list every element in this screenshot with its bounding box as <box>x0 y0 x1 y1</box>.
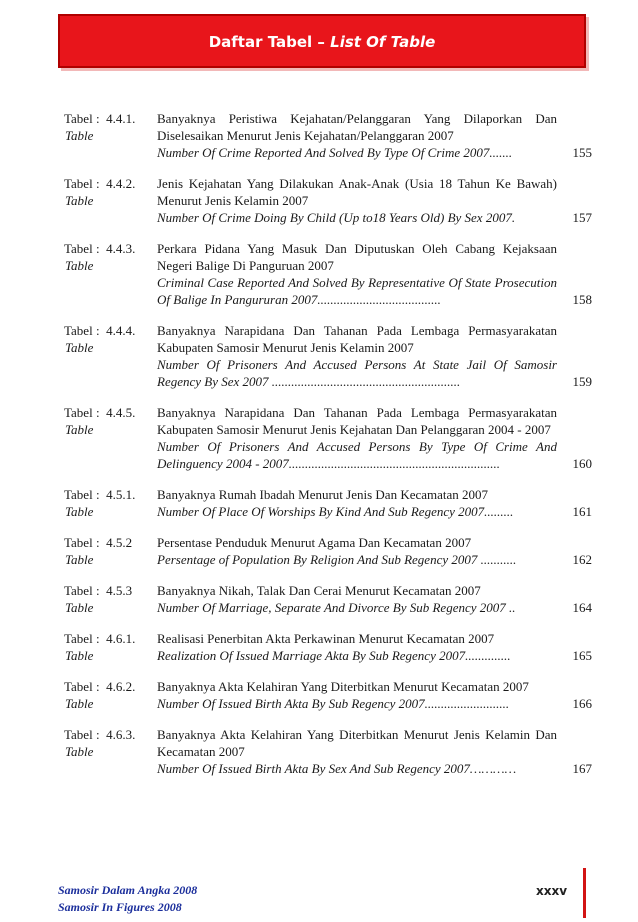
table-number: 4.5.2 <box>106 535 133 550</box>
table-word: Table <box>65 552 94 567</box>
table-entry[interactable] <box>64 678 592 712</box>
table-entry[interactable] <box>64 630 592 664</box>
table-number: 4.6.3. <box>106 727 136 742</box>
tabel-word: Tabel <box>64 535 93 550</box>
title-english: Number Of Issued Birth Akta By Sex And Sub Regency 2007………… <box>157 761 517 776</box>
page-number: 157 <box>572 210 592 225</box>
tabel-word: Tabel <box>64 583 93 598</box>
title-indonesian: Banyaknya Narapidana Dan Tahanan Pada Lembaga Permasyarakatan Kabupaten Samosir Menurut Jenis Kejahatan Dan Pelanggaran 2004 - 2007 <box>157 405 557 437</box>
table-word: Table <box>65 422 94 437</box>
table-label: Tabel : 4.4.4. Table <box>64 322 156 356</box>
table-description <box>157 240 557 308</box>
title-english: Number Of Crime Reported And Solved By Type Of Crime 2007....... <box>157 145 513 160</box>
table-entry[interactable] <box>64 534 592 568</box>
title-english: Criminal Case Reported And Solved By Representative Of State Prosecution Of Balige In Pangururan 2007...................................... <box>157 275 557 307</box>
page-title-indonesian: Daftar Tabel – <box>208 33 325 51</box>
table-word: Table <box>65 744 94 759</box>
table-description <box>157 678 557 712</box>
title-indonesian: Jenis Kejahatan Yang Dilakukan Anak-Anak (Usia 18 Tahun Ke Bawah) Menurut Jenis Kelamin 2007 <box>157 176 557 208</box>
table-entry[interactable] <box>64 110 592 161</box>
title-indonesian: Banyaknya Nikah, Talak Dan Cerai Menurut Kecamatan 2007 <box>157 583 481 598</box>
tabel-word: Tabel <box>64 679 93 694</box>
title-english: Number Of Prisoners And Accused Persons By Type Of Crime And Delinguency 2004 - 2007................................................................. <box>157 439 557 471</box>
page-title <box>60 33 584 51</box>
title-indonesian: Banyaknya Akta Kelahiran Yang Diterbitkan Menurut Jenis Kelamin Dan Kecamatan 2007 <box>157 727 557 759</box>
tabel-word: Tabel <box>64 727 93 742</box>
table-word: Table <box>65 258 94 273</box>
table-entry[interactable] <box>64 404 592 472</box>
table-number: 4.6.1. <box>106 631 136 646</box>
page-number: 164 <box>572 600 592 615</box>
table-description <box>157 630 557 664</box>
table-description <box>157 322 557 390</box>
table-number: 4.4.3. <box>106 241 136 256</box>
page-number: 167 <box>572 761 592 776</box>
table-word: Table <box>65 128 94 143</box>
title-indonesian: Realisasi Penerbitan Akta Perkawinan Menurut Kecamatan 2007 <box>157 631 495 646</box>
table-entry[interactable] <box>64 582 592 616</box>
page-number: 158 <box>572 292 592 307</box>
table-number: 4.5.3 <box>106 583 133 598</box>
tabel-word: Tabel <box>64 323 93 338</box>
tabel-word: Tabel <box>64 111 93 126</box>
table-entry[interactable] <box>64 175 592 226</box>
title-english: Number Of Marriage, Separate And Divorce By Sub Regency 2007 .. <box>157 600 516 615</box>
page-number: 160 <box>572 456 592 471</box>
title-english: Number Of Crime Doing By Child (Up to18 Years Old) By Sex 2007. <box>157 210 516 225</box>
page-number: 166 <box>572 696 592 711</box>
table-label: Tabel : 4.4.1. Table <box>64 110 156 144</box>
footer-title-english: Samosir In Figures 2008 <box>58 900 182 914</box>
table-word: Table <box>65 696 94 711</box>
table-word: Table <box>65 504 94 519</box>
table-label: Tabel : 4.6.2. Table <box>64 678 156 712</box>
tabel-word: Tabel <box>64 631 93 646</box>
table-entry[interactable] <box>64 486 592 520</box>
page-number: 155 <box>572 145 592 160</box>
table-description <box>157 175 557 226</box>
page-title-english: List Of Table <box>330 33 436 51</box>
title-english: Number Of Issued Birth Akta By Sub Regency 2007.......................... <box>157 696 510 711</box>
table-number: 4.4.5. <box>106 405 136 420</box>
table-entry[interactable] <box>64 726 592 777</box>
title-indonesian: Perkara Pidana Yang Masuk Dan Diputuskan Oleh Cabang Kejaksaan Negeri Balige Di Panguruan 2007 <box>157 241 557 273</box>
tabel-word: Tabel <box>64 176 93 191</box>
table-number: 4.4.2. <box>106 176 136 191</box>
table-description <box>157 726 557 777</box>
page-number: 162 <box>572 552 592 567</box>
title-english: Persentage of Population By Religion And Sub Regency 2007 ........... <box>157 552 517 567</box>
table-description <box>157 486 557 520</box>
table-entry[interactable] <box>64 322 592 390</box>
table-label: Tabel : 4.4.5. Table <box>64 404 156 438</box>
table-label: Tabel : 4.5.2 Table <box>64 534 156 568</box>
table-description <box>157 404 557 472</box>
tabel-word: Tabel <box>64 241 93 256</box>
page-number: 161 <box>572 504 592 519</box>
table-word: Table <box>65 340 94 355</box>
table-description <box>157 110 557 161</box>
table-number: 4.6.2. <box>106 679 136 694</box>
table-label: Tabel : 4.5.1. Table <box>64 486 156 520</box>
page-number: 165 <box>572 648 592 663</box>
footer-divider <box>583 868 586 918</box>
table-number: 4.5.1. <box>106 487 136 502</box>
table-label: Tabel : 4.4.2. Table <box>64 175 156 209</box>
title-indonesian: Banyaknya Akta Kelahiran Yang Diterbitkan Menurut Kecamatan 2007 <box>157 679 529 694</box>
tabel-word: Tabel <box>64 487 93 502</box>
title-indonesian: Banyaknya Narapidana Dan Tahanan Pada Lembaga Permasyarakatan Kabupaten Samosir Menurut Jenis Kelamin 2007 <box>157 323 557 355</box>
table-word: Table <box>65 193 94 208</box>
table-label: Tabel : 4.6.1. Table <box>64 630 156 664</box>
title-english: Realization Of Issued Marriage Akta By Sub Regency 2007.............. <box>157 648 511 663</box>
title-english: Number Of Prisoners And Accused Persons At State Jail Of Samosir Regency By Sex 2007 .......................................................... <box>157 357 557 389</box>
table-label: Tabel : 4.5.3 Table <box>64 582 156 616</box>
title-indonesian: Persentase Penduduk Menurut Agama Dan Kecamatan 2007 <box>157 535 472 550</box>
footer-page-number: xxxv <box>536 884 568 898</box>
table-entry[interactable] <box>64 240 592 308</box>
title-english: Number Of Place Of Worships By Kind And Sub Regency 2007......... <box>157 504 514 519</box>
footer-publication <box>58 882 197 916</box>
table-label: Tabel : 4.6.3. Table <box>64 726 156 760</box>
title-banner <box>58 14 586 68</box>
table-description <box>157 534 557 568</box>
table-word: Table <box>65 648 94 663</box>
page-number: 159 <box>572 374 592 389</box>
title-indonesian: Banyaknya Peristiwa Kejahatan/Pelanggaran Yang Dilaporkan Dan Diselesaikan Menurut Jenis Kejahatan/Pelanggaran 2007 <box>157 111 557 143</box>
table-number: 4.4.1. <box>106 111 136 126</box>
table-label: Tabel : 4.4.3. Table <box>64 240 156 274</box>
table-list <box>64 110 592 791</box>
title-indonesian: Banyaknya Rumah Ibadah Menurut Jenis Dan Kecamatan 2007 <box>157 487 489 502</box>
tabel-word: Tabel <box>64 405 93 420</box>
table-word: Table <box>65 600 94 615</box>
footer-title-indonesian: Samosir Dalam Angka 2008 <box>58 883 198 897</box>
table-number: 4.4.4. <box>106 323 136 338</box>
table-description <box>157 582 557 616</box>
